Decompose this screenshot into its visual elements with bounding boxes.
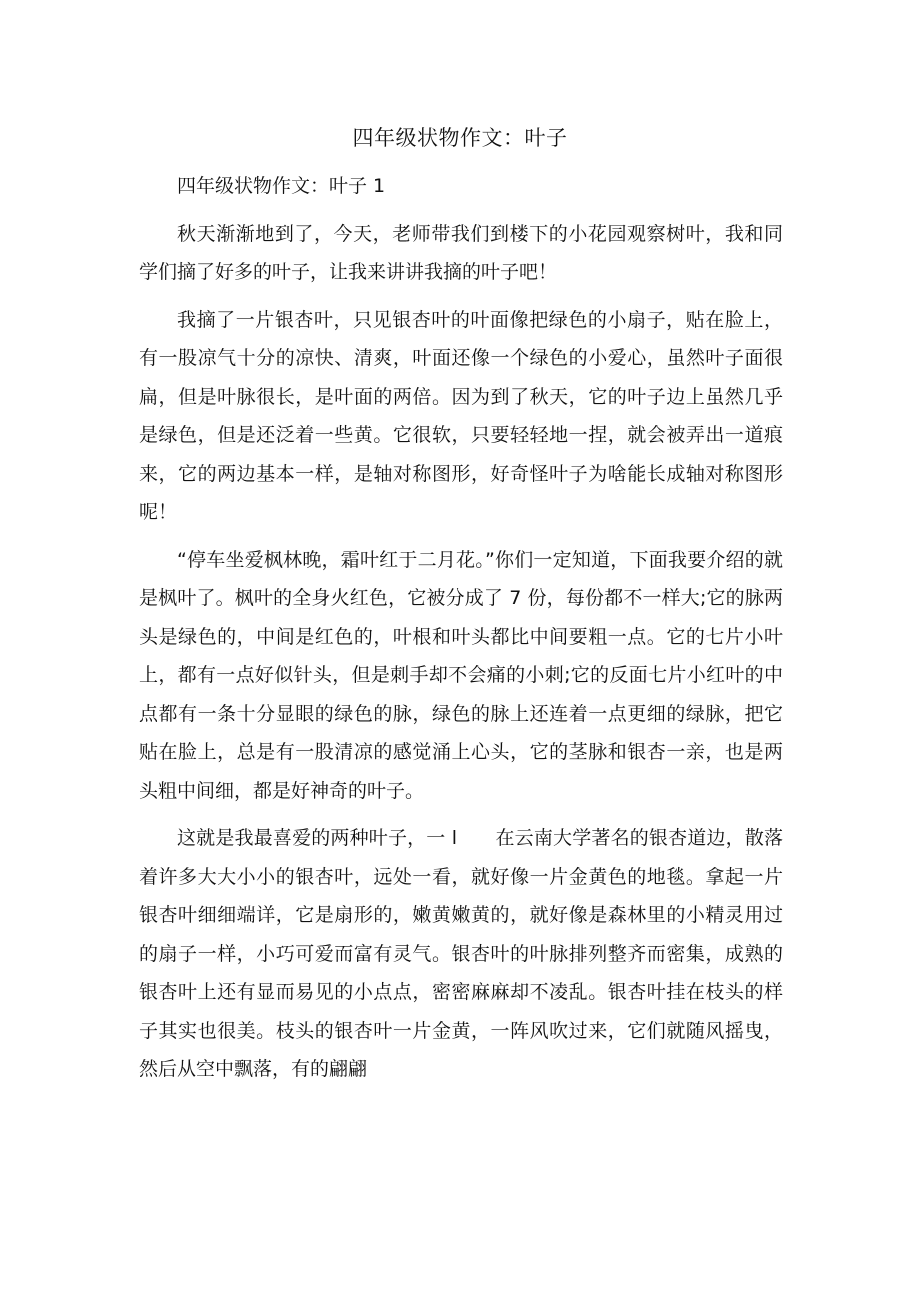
paragraph: “停车坐爱枫林晚，霜叶红于二月花。”你们一定知道，下面我要介绍的就是枫叶了。枫叶的全身火红色，它被分成了 7 份，每份都不一样大;它的脉两头是绿色的，中间是红色的，叶根和叶头都比中间要粗一点。它的七片小叶上，都有一点好似针头，但是刺手却不会痛的小刺;它的反面七片小红叶的中点都有一条十分显眼的绿色的脉，绿色的脉上还连着一点更细的绿脉，把它贴在脸上，总是有一股清凉的感觉涌上心头，它的茎脉和银杏一亲，也是两头粗中间细，都是好神奇的叶子。 [139,548,783,802]
document-body [139,167,783,1098]
document-title: 四年级状物作文：叶子 [352,126,568,150]
paragraph: 这就是我最喜爱的两种叶子，一 l 在云南大学著名的银杏道边，散落着许多大大小小的银杏叶，远处一看，就好像一片金黄色的地毯。拿起一片银杏叶细细端详，它是扇形的，嫩黄嫩黄的，就好像是森林里的小精灵用过的扇子一样，小巧可爱而富有灵气。银杏叶的叶脉排列整齐而密集，成熟的银杏叶上还有显而易见的小点点，密密麻麻却不凌乱。银杏叶挂在枝头的样子其实也很美。枝头的银杏叶一片金黄，一阵风吹过来，它们就随风摇曳，然后从空中飘落，有的翩翩 [139,827,783,1080]
section-heading: 四年级状物作文：叶子 1 [177,175,386,197]
paragraph: 我摘了一片银杏叶，只见银杏叶的叶面像把绿色的小扇子，贴在脸上，有一股凉气十分的凉快、清爽，叶面还像一个绿色的小爱心，虽然叶子面很扁，但是叶脉很长，是叶面的两倍。因为到了秋天，它的叶子边上虽然几乎是绿色，但是还泛着一些黄。它很软，只要轻轻地一捏，就会被弄出一道痕来，它的两边基本一样，是轴对称图形，好奇怪叶子为啥能长成轴对称图形呢！ [139,308,783,523]
paragraph: 秋天渐渐地到了，今天，老师带我们到楼下的小花园观察树叶，我和同学们摘了好多的叶子，让我来讲讲我摘的叶子吧！ [139,222,783,283]
